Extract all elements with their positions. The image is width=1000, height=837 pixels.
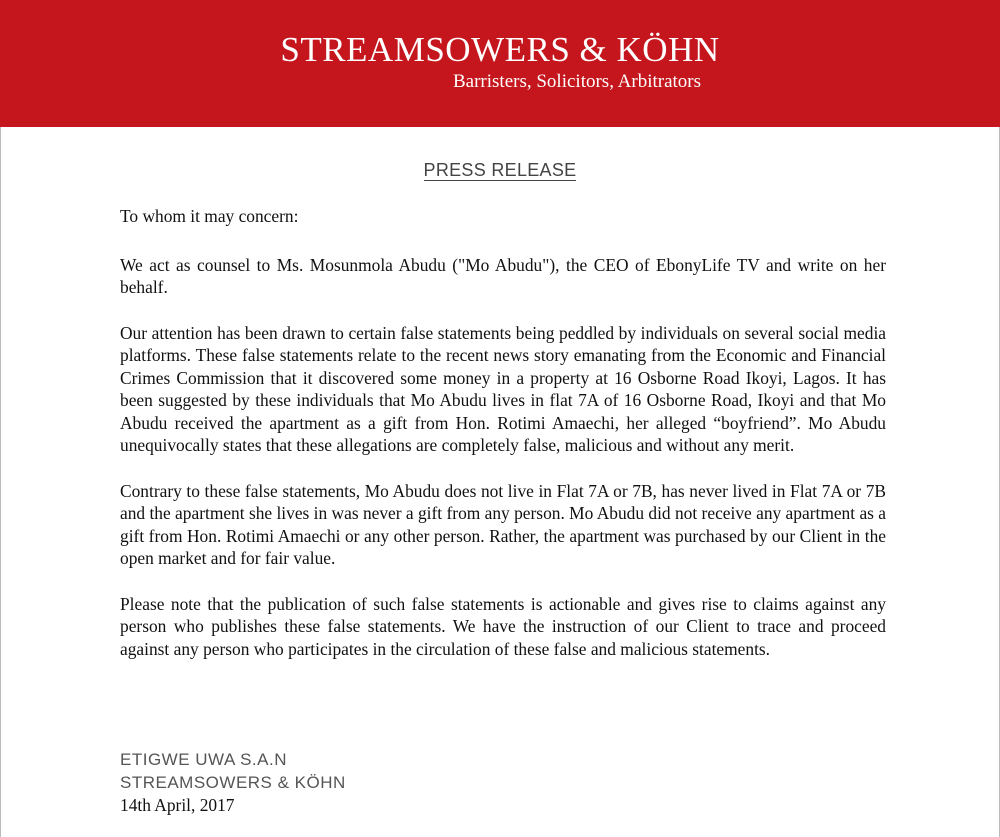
- signatory-firm: STREAMSOWERS & KÖHN: [120, 773, 346, 792]
- paragraph-counsel: We act as counsel to Ms. Mosunmola Abudu ("Mo Abudu"), the CEO of EbonyLife TV and write on her behalf.: [120, 254, 886, 297]
- document-title: PRESS RELEASE: [423, 160, 577, 180]
- paragraph-rebuttal: Contrary to these false statements, Mo Abudu does not live in Flat 7A or 7B, has never lived in Flat 7A or 7B and the apartment she lives in was never a gift from any person. Mo Abudu did not receive any apartment as a gift from Hon. Rotimi Amaechi or any other person. Rather, the apartment was purchased by our Client in the open market and for fair value.: [120, 480, 886, 568]
- release-date: 14th April, 2017: [120, 795, 235, 815]
- firm-tagline: Barristers, Solicitors, Arbitrators: [453, 71, 702, 92]
- firm-name: STREAMSOWERS & KÖHN: [280, 30, 720, 69]
- salutation: To whom it may concern:: [120, 206, 299, 226]
- paragraph-warning: Please note that the publication of such false statements is actionable and gives rise to claims against any person who publishes these false statements. We have the instruction of our Client to trace and proceed against any person who participates in the circulation of these false and malicious statements.: [120, 593, 886, 659]
- signature-block: [120, 748, 346, 817]
- letter-body: [120, 205, 886, 683]
- signatory-name: ETIGWE UWA S.A.N: [120, 750, 287, 769]
- letterhead-banner: [0, 0, 1000, 127]
- paragraph-allegations: Our attention has been drawn to certain false statements being peddled by individuals on several social media platforms. These false statements relate to the recent news story emanating from the Economic and Financial Crimes Commission that it discovered some money in a property at 16 Osborne Road Ikoyi, Lagos. It has been suggested by these individuals that Mo Abudu lives in flat 7A of 16 Osborne Road, Ikoyi and that Mo Abudu received the apartment as a gift from Hon. Rotimi Amaechi, her alleged “boyfriend”. Mo Abudu unequivocally states that these allegations are completely false, malicious and without any merit.: [120, 322, 886, 455]
